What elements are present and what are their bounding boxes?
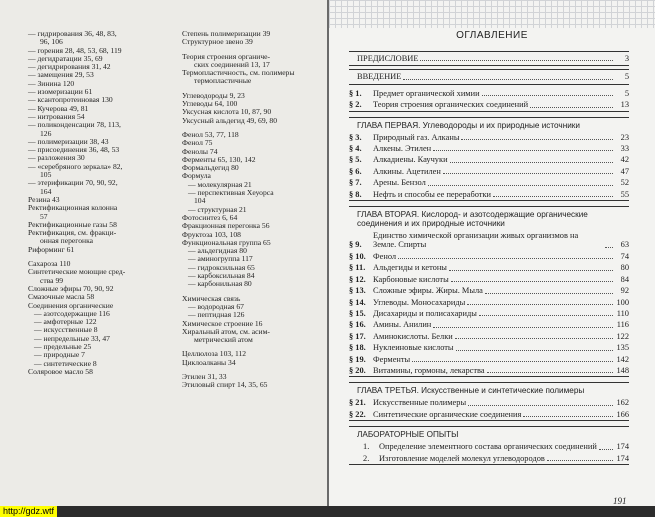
toc-row[interactable] (349, 99, 629, 110)
section-number: § 16. (349, 320, 366, 330)
toc-row[interactable] (349, 166, 629, 177)
section-number: 1. (363, 442, 370, 452)
section-title: Алкены. Этилен (373, 144, 432, 154)
toc-row[interactable] (349, 262, 629, 273)
index-entry: — этерификации 70, 90, 92, (28, 178, 118, 188)
section-number: § 11. (349, 263, 366, 273)
section-number: § 6. (349, 166, 362, 176)
leader-dots (485, 292, 613, 294)
index-entry: Фенолы 74 (182, 146, 218, 156)
index-entry: — Зинина 120 (28, 78, 75, 88)
section-page: 92 (620, 286, 629, 296)
index-entry: — гидрирования 36, 48, 83, (28, 29, 117, 38)
index-entry: — природные 7 (34, 350, 85, 360)
section-page: 5 (624, 88, 629, 98)
section-page: 80 (620, 263, 629, 273)
lab-title: ЛАБОРАТОРНЫЕ ОПЫТЫ (349, 426, 629, 441)
section-page: 135 (616, 343, 629, 353)
index-entry: Фенол 75 (182, 138, 213, 148)
index-entry: — разложения 30 (28, 153, 85, 163)
index-column-right (182, 30, 317, 390)
section-number: § 21. (349, 398, 366, 408)
page-number: 191 (613, 496, 627, 506)
leader-dots (487, 371, 613, 373)
index-entry: Сахароза 110 (28, 259, 71, 269)
section-page: 148 (616, 365, 629, 375)
leader-dots (599, 448, 613, 450)
section-title: Карбоновые кислоты (373, 274, 449, 284)
grid-paper-strip (329, 0, 655, 28)
leader-dots (456, 349, 613, 351)
index-entry: Функциональная группа 65 (182, 237, 271, 247)
chapter-title: ГЛАВА ВТОРАЯ. Кислород- и азотсодержащие органические соединения и их природные источники (349, 206, 629, 230)
index-entry: — Кучерова 49, 81 (28, 103, 89, 113)
section-number: § 20. (349, 365, 366, 375)
toc-title: ОГЛАВЛЕНИЕ (456, 30, 528, 41)
toc-row[interactable] (349, 308, 629, 319)
index-entry: Ректификационные газы 58 (28, 219, 117, 229)
leader-dots (455, 337, 613, 339)
index-entry: Циклоалканы 34 (182, 357, 236, 367)
section-number: § 8. (349, 189, 362, 199)
section-number: § 18. (349, 343, 366, 353)
toc-row[interactable] (349, 342, 629, 353)
toc-row[interactable] (349, 409, 629, 420)
toc-row[interactable] (349, 365, 629, 376)
section-page: 23 (620, 132, 629, 142)
section-page: 166 (616, 409, 629, 419)
index-entry: — молекулярная 21 (188, 179, 252, 189)
toc-row[interactable] (349, 132, 629, 143)
index-entry: ских соединений 13, 17 (194, 59, 270, 69)
section-page: 116 (616, 320, 629, 330)
toc-row[interactable] (349, 88, 629, 99)
index-entry: 105 (40, 170, 52, 180)
section-title: Нефть и способы ее переработки (373, 189, 492, 199)
index-entry: ства 99 (40, 275, 64, 285)
section-title: Витамины, гормоны, лекарства (373, 365, 485, 375)
section-number: § 13. (349, 286, 366, 296)
index-entry: — структурная 21 (188, 204, 247, 214)
index-entry: — искусственные 8 (34, 325, 98, 335)
section-number: § 10. (349, 251, 366, 261)
chapter-title: ГЛАВА ПЕРВАЯ. Углеводороды и их природные источники (349, 117, 629, 132)
section-page: 100 (616, 297, 629, 307)
index-entry: — карбонильная 80 (188, 279, 252, 289)
toc-row[interactable] (349, 230, 629, 251)
leader-dots (530, 106, 613, 108)
leader-dots (428, 184, 613, 186)
index-entry: — полимеризации 38, 43 (28, 136, 109, 146)
index-entry: Формула (182, 171, 211, 181)
index-entry: Фракционная перегонка 56 (182, 221, 270, 231)
section-page: 47 (620, 166, 629, 176)
index-entry: — водородная 67 (188, 301, 244, 311)
section-number: § 17. (349, 331, 366, 341)
toc-row[interactable] (349, 274, 629, 285)
toc-label: ПРЕДИСЛОВИЕ (357, 54, 419, 63)
index-entry: Химическое строение 16 (182, 318, 263, 328)
toc-row[interactable] (363, 441, 629, 452)
section-number: 2. (363, 453, 370, 463)
index-entry: — присоединения 36, 48, 53 (28, 145, 120, 155)
index-entry: Уксусный альдегид 49, 69, 80 (182, 115, 278, 125)
section-title: Амины. Анилин (373, 320, 432, 330)
toc-row[interactable] (349, 143, 629, 154)
leader-dots (420, 59, 613, 61)
leader-dots (482, 94, 613, 96)
section-page: 42 (620, 155, 629, 165)
section-page: 33 (620, 144, 629, 154)
index-entry: — предельные 25 (34, 341, 92, 351)
index-entry: — ксантопротеиновая 130 (28, 95, 113, 105)
index-entry: Этилен 31, 33 (182, 371, 227, 381)
index-entry: Фруктоза 103, 108 (182, 229, 241, 239)
section-page: 162 (616, 398, 629, 408)
index-entry: Уксусная кислота 10, 87, 90 (182, 107, 272, 117)
index-entry: Ректификация, см. фракци- (28, 228, 117, 238)
toc-row[interactable] (349, 189, 629, 200)
toc-row[interactable] (349, 72, 629, 81)
section-title: Алкадиены. Каучуки (373, 155, 448, 165)
index-entry: Формальдегид 80 (182, 163, 239, 173)
section-title: Сложные эфиры. Жиры. Мыла (373, 286, 483, 296)
index-entry: 164 (40, 186, 52, 196)
index-entry: — перспективная Хеуорса (188, 188, 274, 198)
section-page: 74 (620, 251, 629, 261)
index-entry: Соляровое масло 58 (28, 366, 93, 376)
section-title: Искусственные полимеры (373, 398, 467, 408)
table-of-contents (349, 48, 629, 465)
section-number: § 2. (349, 100, 362, 110)
section-title: Арены. Бензол (373, 178, 426, 188)
section-page: 63 (620, 240, 629, 250)
index-entry: Смазочные масла 58 (28, 292, 95, 302)
leader-dots (467, 303, 613, 305)
toc-row[interactable] (349, 177, 629, 188)
leader-dots (468, 404, 613, 406)
index-entry: Риформинг 61 (28, 244, 75, 254)
section-title: Аминокислоты. Белки (373, 331, 453, 341)
index-entry: Термопластичность, см. полимеры (182, 68, 295, 78)
leader-dots (433, 326, 613, 328)
index-entry: — «серебряного зеркала» 82, (28, 161, 123, 171)
section-title: Углеводы. Моносахариды (373, 297, 466, 307)
index-entry: Соединения органические (28, 300, 114, 310)
toc-row[interactable] (349, 154, 629, 165)
toc-row[interactable] (349, 319, 629, 330)
section-number: § 9. (349, 240, 362, 250)
section-title: Определение элементного состава органических соединений (379, 442, 597, 452)
index-entry: Ферменты 65, 130, 142 (182, 154, 256, 164)
section-title: Нуклеиновые кислоты (373, 343, 454, 353)
watermark[interactable]: http://gdz.wtf (0, 506, 57, 517)
index-entry: — дегидрирования 31, 42 (28, 62, 111, 72)
section-page: 122 (616, 331, 629, 341)
section-title: Дисахариды и полисахариды (373, 308, 477, 318)
section-title: Теория строения органических соединений (373, 100, 529, 110)
index-entry: — нитрования 54 (28, 111, 85, 121)
section-page: 142 (616, 354, 629, 364)
section-number: § 4. (349, 144, 362, 154)
section-page: 84 (620, 274, 629, 284)
leader-dots (547, 459, 613, 461)
section-page: 110 (616, 308, 629, 318)
index-entry: — карбоксильная 84 (188, 271, 255, 281)
index-entry: Углеводы 64, 100 (182, 99, 238, 109)
toc-chapters (349, 117, 629, 422)
toc-row[interactable] (349, 397, 629, 408)
section-page: 52 (620, 178, 629, 188)
index-entry: Ректификационная колонна (28, 203, 118, 213)
index-entry: — амфотерные 122 (34, 317, 97, 327)
index-entry: 57 (40, 211, 48, 221)
leader-dots (443, 172, 613, 174)
index-entry: Резина 43 (28, 194, 60, 204)
section-title: Синтетические органические соединения (373, 409, 522, 419)
section-title: Ферменты (373, 354, 411, 364)
leader-dots (605, 246, 613, 248)
section-title: Алкины. Ацетилен (373, 166, 441, 176)
index-entry: Степень полимеризации 39 (182, 29, 271, 38)
index-entry: Теория строения органиче- (182, 51, 271, 61)
section-number: § 5. (349, 155, 362, 165)
toc-row[interactable] (363, 453, 629, 464)
toc-row[interactable] (349, 297, 629, 308)
section-number: § 1. (349, 88, 362, 98)
index-entry: 104 (194, 196, 206, 206)
index-entry: Фенол 53, 77, 118 (182, 129, 239, 139)
index-entry: Структурное звено 39 (182, 37, 253, 47)
index-entry: термопластичные (194, 76, 252, 86)
section-page: 13 (620, 100, 629, 110)
section-number: § 15. (349, 308, 366, 318)
index-entry: Этиловый спирт 14, 35, 65 (182, 380, 268, 390)
section-title: Изготовление моделей молекул углеводородов (379, 453, 545, 463)
toc-page: 5 (624, 72, 629, 82)
index-entry: — пептидная 126 (188, 310, 245, 320)
toc-row[interactable] (349, 354, 629, 365)
toc-preface (349, 51, 629, 66)
index-entry: Углеводороды 9, 23 (182, 90, 245, 100)
index-entry: — гидроксильная 65 (188, 262, 255, 272)
left-page (0, 0, 327, 506)
leader-dots (433, 149, 613, 151)
toc-intro (349, 69, 629, 84)
index-entry: — непредельные 33, 47 (34, 333, 110, 343)
section-number: § 7. (349, 178, 362, 188)
leader-dots (493, 195, 613, 197)
index-column-left (28, 30, 178, 376)
index-entry: Химическая связь (182, 293, 241, 303)
toc-row[interactable] (349, 331, 629, 342)
leader-dots (479, 314, 613, 316)
leader-dots (403, 78, 613, 80)
index-entry: онная перегонка (40, 236, 94, 246)
leader-dots (461, 138, 613, 140)
toc-label: ВВЕДЕНИЕ (357, 72, 402, 82)
index-entry: 96, 106 (40, 37, 63, 47)
index-entry: — синтетические 8 (34, 358, 97, 368)
section-number: § 12. (349, 274, 366, 284)
index-entry: Синтетические моющие сред- (28, 267, 126, 277)
leader-dots (451, 280, 613, 282)
section-number: § 22. (349, 409, 366, 419)
section-title: Природный газ. Алканы (373, 132, 460, 142)
index-entry: метрический атом (194, 335, 253, 345)
index-entry: Сложные эфиры 70, 90, 92 (28, 283, 114, 293)
section-page: 174 (616, 453, 629, 463)
section-title: Единство химической организации живых организмов на Земле. Спирты (373, 231, 579, 250)
index-entry: Фотосинтез 6, 64 (182, 212, 238, 222)
section-page: 174 (616, 442, 629, 452)
chapter-title: ГЛАВА ТРЕТЬЯ. Искусственные и синтетические полимеры (349, 382, 629, 397)
chapter-sections (349, 132, 629, 201)
index-entry: — дегидратации 35, 69 (28, 53, 103, 63)
lab-items (349, 441, 629, 465)
leader-dots (398, 257, 613, 259)
chapter-sections (349, 397, 629, 421)
index-entry: — аминогруппа 117 (188, 254, 253, 264)
index-entry: — замещения 29, 53 (28, 70, 94, 80)
index-entry: Целлюлоза 103, 112 (182, 349, 247, 359)
index-entry: Хиральный атом, см. асим- (182, 326, 270, 336)
section-page: 55 (620, 189, 629, 199)
toc-intro-items (349, 88, 629, 112)
toc-row[interactable] (349, 285, 629, 296)
section-title: Альдегиды и кетоны (373, 263, 447, 273)
section-number: § 19. (349, 354, 366, 364)
leader-dots (523, 415, 613, 417)
toc-page: 3 (624, 54, 629, 63)
index-entry: — азотсодержащие 116 (34, 308, 110, 318)
section-number: § 3. (349, 132, 362, 142)
section-title: Фенол (373, 251, 397, 261)
leader-dots (449, 269, 613, 271)
chapter-sections (349, 230, 629, 377)
index-entry: 126 (40, 128, 52, 138)
index-entry: — поликонденсации 78, 113, (28, 120, 121, 130)
leader-dots (412, 360, 613, 362)
index-entry: — изомеризации 61 (28, 87, 93, 97)
right-page (329, 0, 655, 506)
toc-row[interactable] (349, 251, 629, 262)
section-number: § 14. (349, 297, 366, 307)
index-entry: — горения 28, 48, 53, 68, 119 (28, 45, 122, 55)
section-title: Предмет органической химии (373, 88, 480, 98)
leader-dots (450, 161, 613, 163)
toc-row[interactable] (349, 54, 629, 63)
index-entry: — альдегидная 80 (188, 246, 247, 256)
